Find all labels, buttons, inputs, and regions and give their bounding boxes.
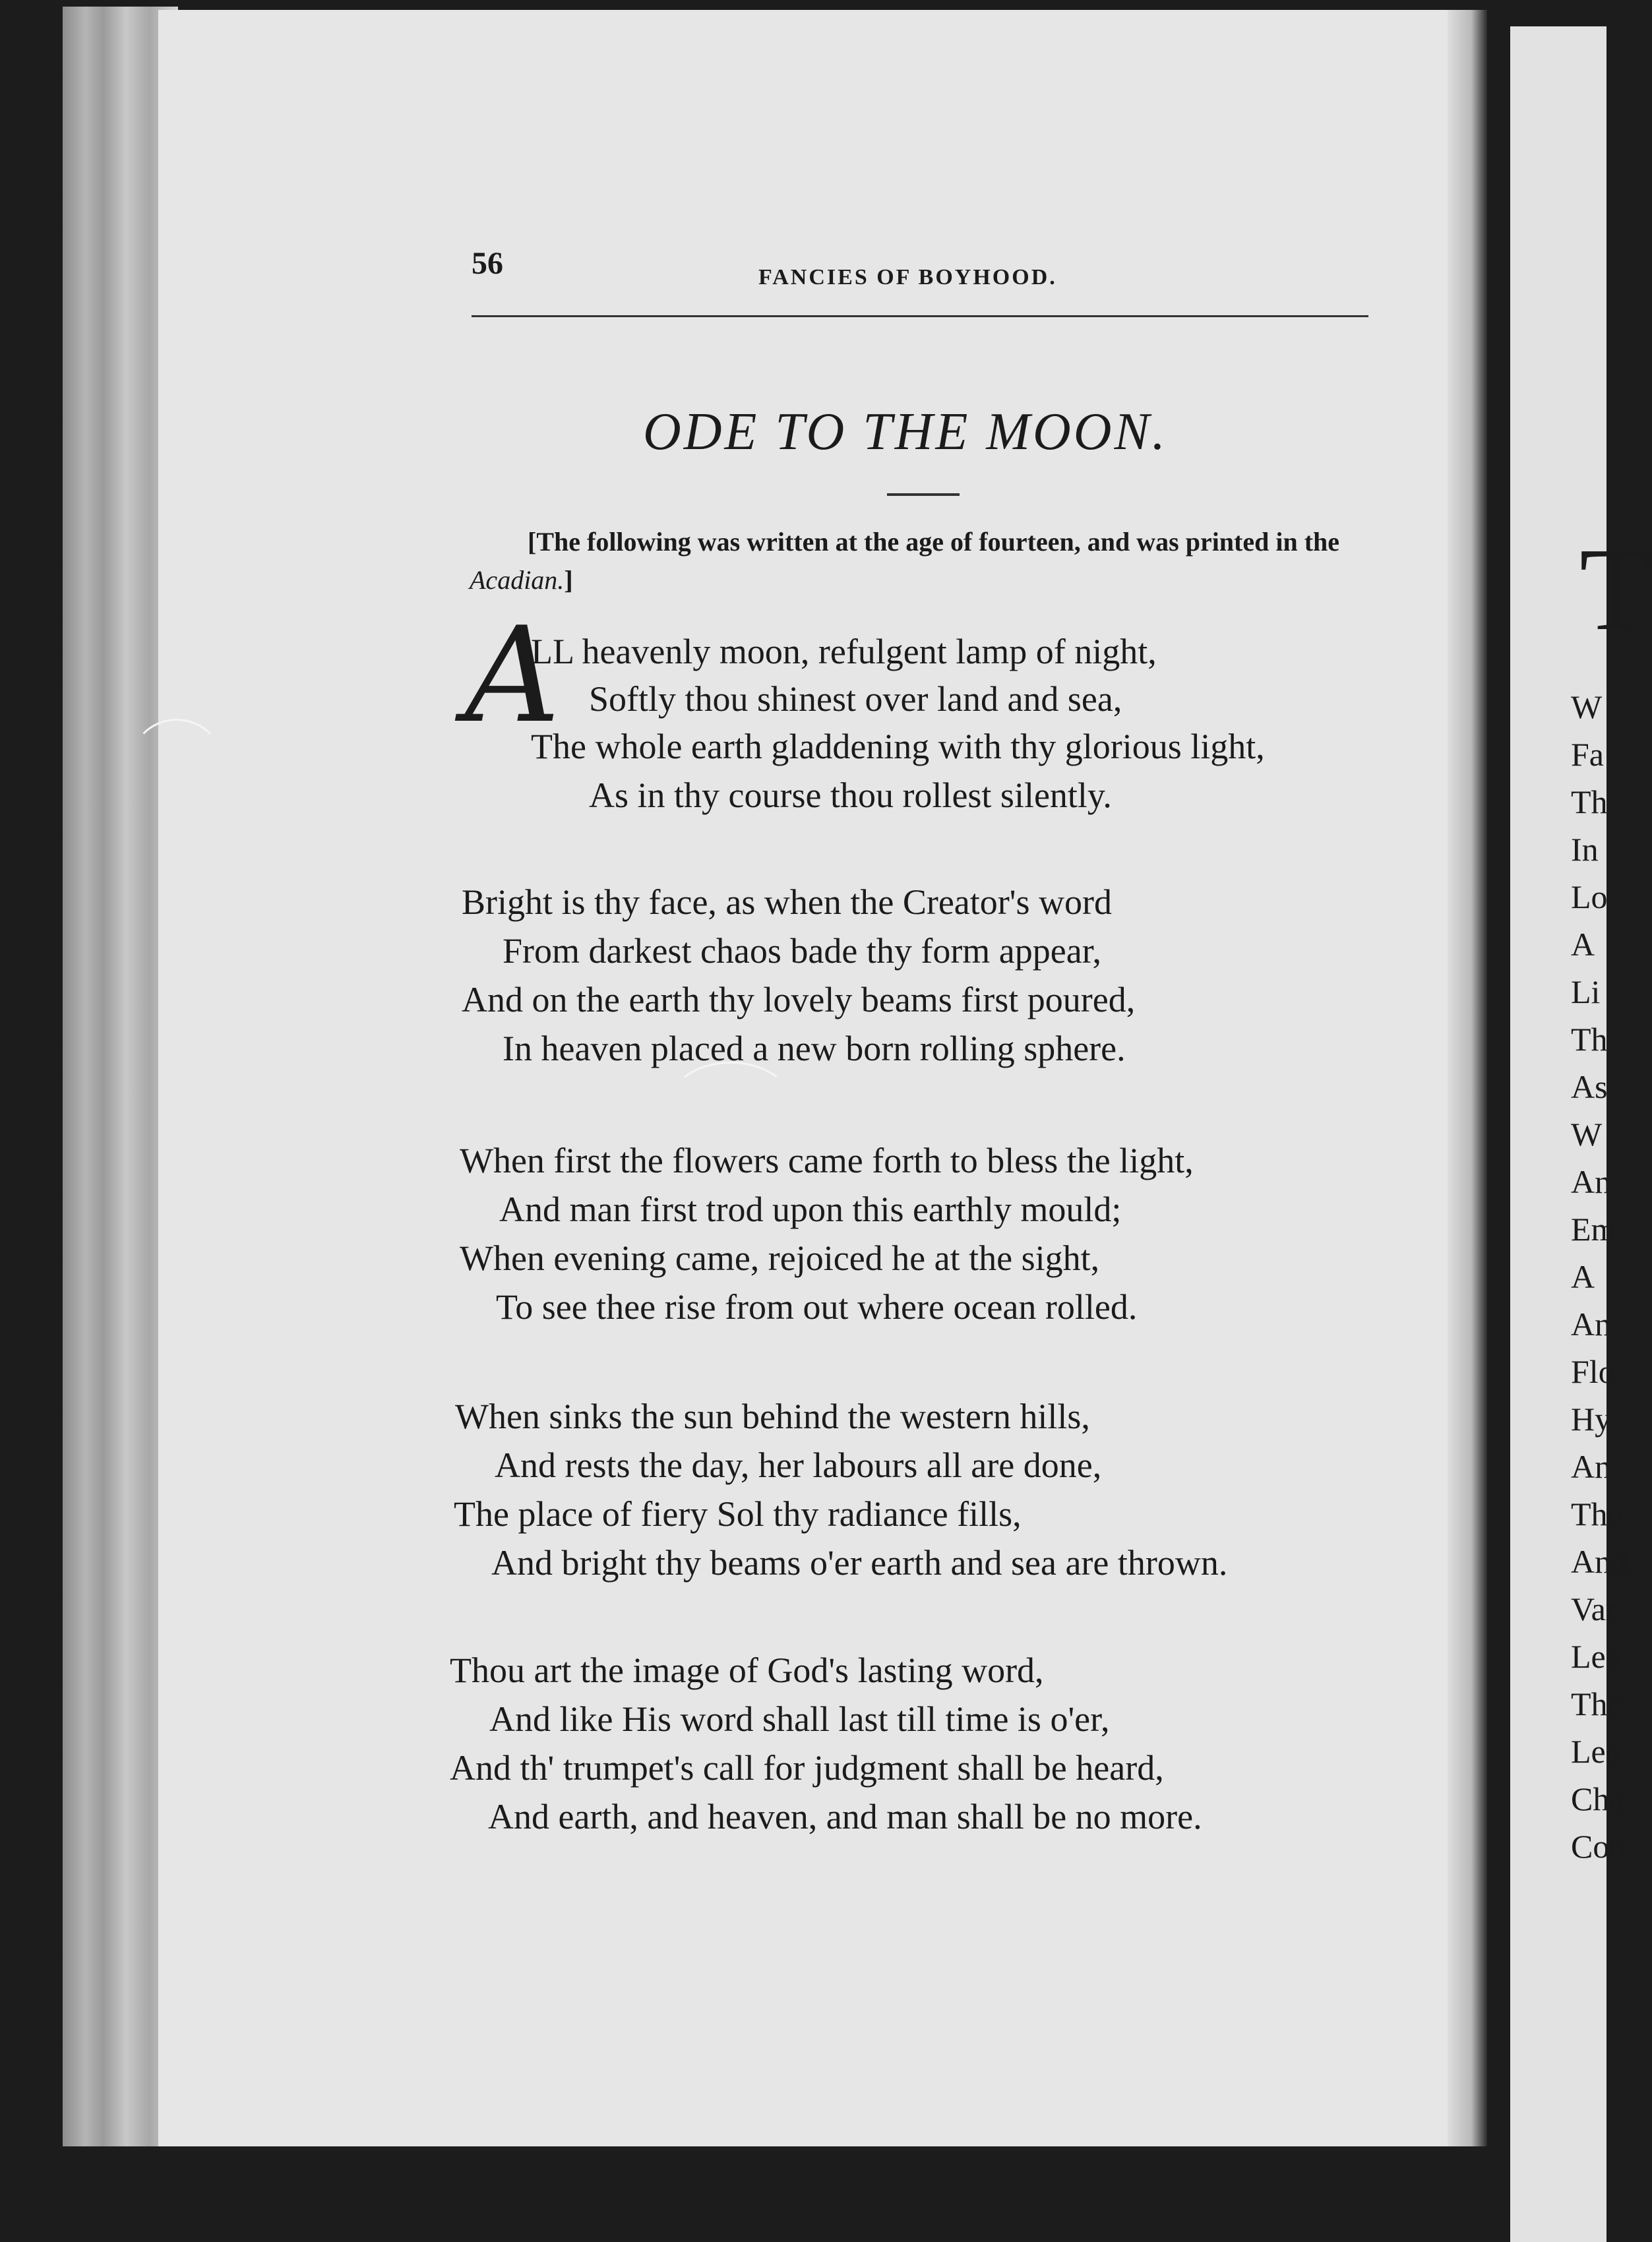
next-page-line-start: A: [1571, 1258, 1595, 1295]
poem-line: Bright is thy face, as when the Creator's word: [462, 882, 1112, 922]
poem-line: To see thee rise from out where ocean rolled.: [496, 1287, 1138, 1327]
next-page-large-letter: T: [1579, 524, 1652, 655]
poem-line: And earth, and heaven, and man shall be no more.: [488, 1797, 1202, 1836]
next-page-line-start: Th: [1571, 1021, 1608, 1058]
poem-line: When evening came, rejoiced he at the sight,: [460, 1238, 1100, 1278]
next-page-line-start: W: [1571, 1116, 1603, 1153]
poem-line: And rests the day, her labours all are done,: [495, 1445, 1102, 1485]
poem-line: Thou art the image of God's lasting word,: [450, 1651, 1044, 1690]
poem-line: The whole earth gladdening with thy glorious light,: [531, 727, 1265, 766]
poem-line: When first the flowers came forth to bless the light,: [460, 1141, 1194, 1180]
poem-line: From darkest chaos bade thy form appear,: [503, 931, 1102, 971]
next-page-line-start: A: [1571, 926, 1595, 963]
poem-note: [470, 523, 1380, 599]
next-page-line-start: An: [1571, 1306, 1612, 1343]
next-page-line-start: Li: [1571, 973, 1601, 1010]
next-page-line-start: An: [1571, 1448, 1612, 1485]
next-page-line-start: Lea: [1571, 1638, 1620, 1675]
next-page-line-start: Lea: [1571, 1733, 1620, 1770]
poem-line: And like His word shall last till time is o'er,: [489, 1699, 1110, 1739]
poem-line: When sinks the sun behind the western hills,: [455, 1397, 1090, 1436]
poem-line: And bright thy beams o'er earth and sea are thrown.: [491, 1543, 1228, 1583]
next-page-line-start: Th: [1571, 783, 1608, 820]
poem-note-close: ]: [564, 565, 573, 595]
drop-cap-letter: A: [465, 599, 561, 752]
header-rule: [472, 315, 1368, 317]
next-page-line-start: As: [1571, 1068, 1608, 1105]
next-page-line-start: The: [1571, 1496, 1622, 1532]
next-page-line-start: Hy: [1571, 1401, 1612, 1438]
title-rule: [887, 493, 960, 496]
next-page-line-start: Var: [1571, 1591, 1617, 1627]
running-title: FANCIES OF BOYHOOD.: [758, 265, 1057, 289]
margin-scratch: [129, 719, 225, 815]
poem-line: And th' trumpet's call for judgment shall be heard,: [450, 1748, 1164, 1788]
page-gutter: [1448, 10, 1487, 2146]
poem-note-text: [The following was written at the age of fourteen, and was printed in the: [528, 527, 1340, 557]
poem-line: And man first trod upon this earthly mould;: [499, 1190, 1122, 1229]
poem-line: Softly thou shinest over land and sea,: [589, 679, 1122, 719]
poem-note-italic: Acadian.: [470, 565, 565, 595]
poem-title: ODE TO THE MOON.: [643, 403, 1168, 461]
next-page-line-start: In: [1571, 831, 1599, 868]
next-page-line-start: Fa: [1571, 736, 1604, 773]
page-scratch: [669, 1062, 792, 1145]
next-page-line-start: An: [1571, 1163, 1612, 1200]
next-page-line-start: And: [1571, 1543, 1628, 1580]
next-page-line-start: Lo: [1571, 878, 1608, 915]
page-number: 56: [472, 246, 503, 281]
next-page-line-start: Con: [1571, 1828, 1626, 1865]
poem-line: As in thy course thou rollest silently.: [589, 775, 1112, 815]
next-page-line-start: Em: [1571, 1211, 1617, 1248]
next-page-line-start: The: [1571, 1685, 1622, 1722]
poem-line: In heaven placed a new born rolling sphere.: [503, 1029, 1126, 1068]
next-page-line-start: Flo: [1571, 1353, 1615, 1390]
poem-line: The place of fiery Sol thy radiance fills,: [454, 1494, 1022, 1534]
next-page-line-start: Cha: [1571, 1780, 1624, 1817]
next-page-line-start: W: [1571, 688, 1603, 725]
poem-line: And on the earth thy lovely beams first poured,: [462, 980, 1136, 1019]
poem-line: LL heavenly moon, refulgent lamp of night,: [531, 632, 1157, 671]
